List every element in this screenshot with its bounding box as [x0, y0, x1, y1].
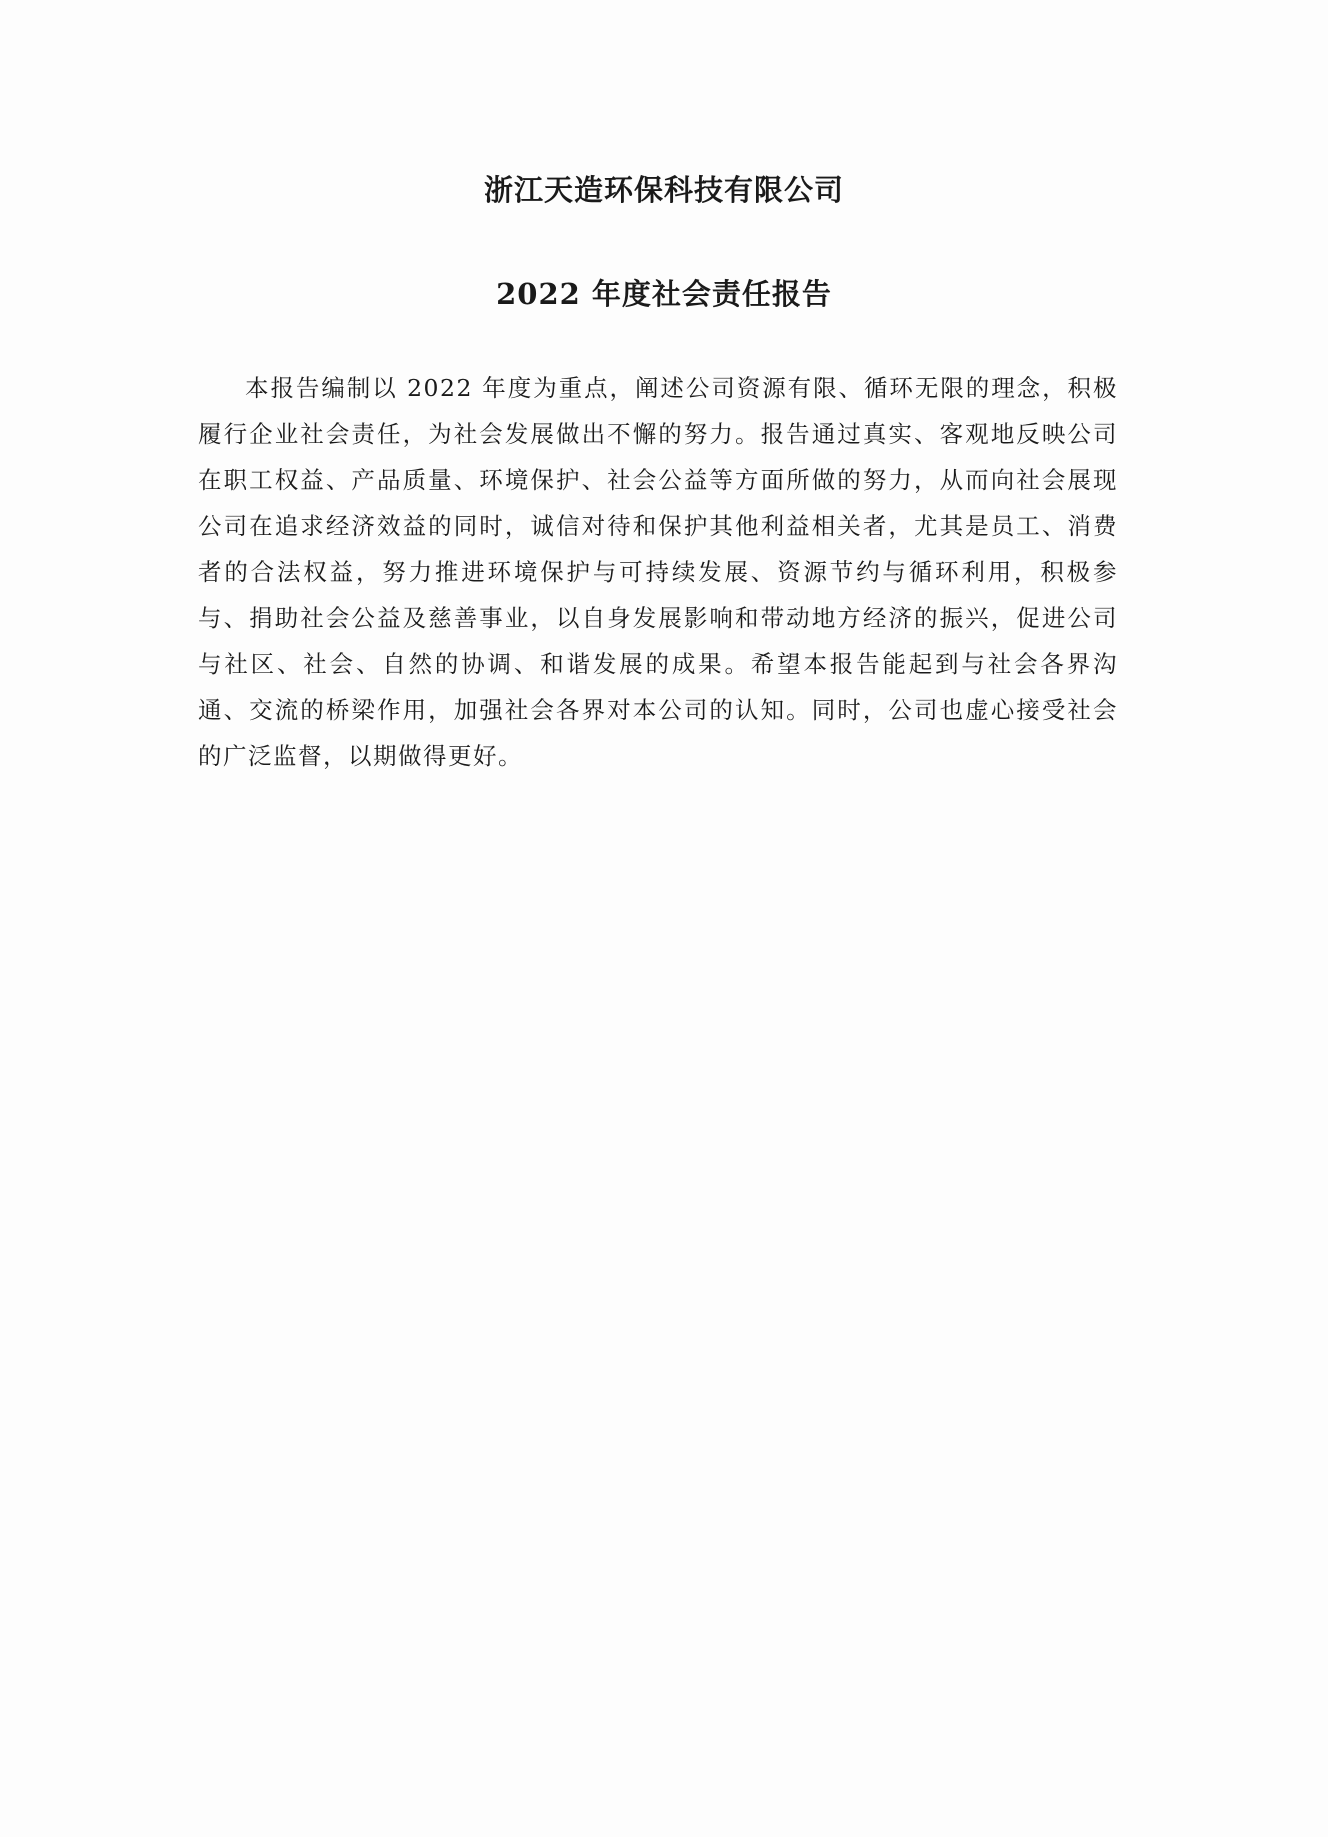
- report-title-heading: 2022 年度社会责任报告: [496, 277, 832, 311]
- report-intro-paragraph: 本报告编制以 2022 年度为重点，阐述公司资源有限、循环无限的理念，积极履行企业社会责任，为社会发展做出不懈的努力。报告通过真实、客观地反映公司在职工权益、产品质量、环境保护、社会公益等方面所做的努力，从而向社会展现公司在追求经济效益的同时，诚信对待和保护其他利益相关者，尤其是员工、消费者的合法权益，努力推进环境保护与可持续发展、资源节约与循环利用，积极参与、捐助社会公益及慈善事业，以自身发展影响和带动地方经济的振兴，促进公司与社区、社会、自然的协调、和谐发展的成果。希望本报告能起到与社会各界沟通、交流的桥梁作用，加强社会各界对本公司的认知。同时，公司也虚心接受社会的广泛监督，以期做得更好。: [198, 374, 1118, 770]
- company-name-heading: 浙江天造环保科技有限公司: [483, 173, 844, 207]
